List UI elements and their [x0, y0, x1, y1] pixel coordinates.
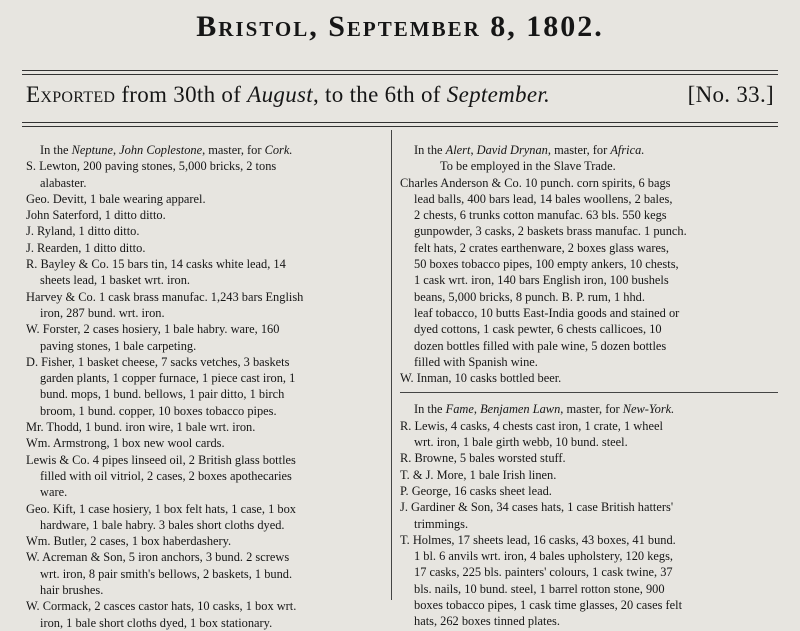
entry-line: bund. mops, 1 bund. bellows, 1 pair ditto, 1 birch	[40, 387, 285, 402]
entry-line: D. Fisher, 1 basket cheese, 7 sacks vetches, 3 baskets	[26, 354, 290, 369]
ship-heading-sep: ,	[473, 402, 481, 417]
entry-line: gunpowder, 3 casks, 2 baskets brass manufac. 1 punch.	[414, 224, 687, 239]
title-rule-double	[22, 74, 778, 75]
entry-line: Geo. Devitt, 1 bale wearing apparel.	[26, 191, 206, 206]
export-period-heading	[26, 82, 774, 108]
column-divider	[391, 130, 392, 600]
entry-line: dozen bottles filled with pale wine, 5 dozen bottles	[414, 338, 667, 353]
entry-line: 2 chests, 6 trunks cotton manufac. 63 bls. 550 kegs	[414, 208, 667, 223]
ship-master: John Coplestone	[119, 143, 203, 157]
entry-line: T. Holmes, 17 sheets lead, 16 casks, 43 boxes, 41 bund.	[400, 532, 676, 547]
entry-line: ware.	[40, 485, 68, 500]
ship-heading-sep: ,	[112, 143, 120, 157]
title-rule	[22, 70, 778, 71]
entry-line: 1 cask wrt. iron, 140 bars English iron, 100 bushels	[414, 273, 669, 288]
entry-line: R. Bayley & Co. 15 bars tin, 14 casks white lead, 14	[26, 257, 286, 272]
entry-line: R. Browne, 5 bales worsted stuff.	[400, 451, 566, 466]
entry-line: 17 casks, 225 bls. painters' colours, 1 cask twine, 37	[414, 565, 673, 580]
fame-entries	[400, 418, 778, 630]
heading-rule-double	[22, 126, 778, 127]
entry-line: broom, 1 bund. copper, 10 boxes tobacco pipes.	[40, 403, 277, 418]
exported-word: Exported	[26, 82, 116, 107]
ship-heading-mid: , master, for	[547, 143, 611, 157]
ship-name: Alert	[445, 143, 471, 157]
entry-line: 1 bl. 6 anvils wrt. iron, 4 bales upholstery, 120 kegs,	[414, 549, 674, 564]
entry-line: hats, 262 boxes tinned plates.	[414, 614, 560, 629]
entry-line: dyed cottons, 1 cask pewter, 6 chests callicoes, 10	[414, 322, 662, 337]
entry-line: bls. nails, 10 bund. steel, 1 barrel rotton stone, 900	[414, 581, 665, 596]
left-entries	[26, 158, 388, 631]
exported-from-text: from 30th of	[115, 82, 248, 107]
alert-entries	[400, 175, 778, 387]
section-divider	[400, 392, 778, 393]
ship-heading-mid: , master, for	[560, 402, 623, 417]
ship-heading-prefix: In the	[40, 143, 72, 157]
slave-trade-note: To be employed in the Slave Trade.	[440, 159, 616, 174]
issue-number: [No. 33.]	[687, 82, 774, 107]
entry-line: Lewis & Co. 4 pipes linseed oil, 2 British glass bottles	[26, 452, 296, 467]
entry-line: Mr. Thodd, 1 bund. iron wire, 1 bale wrt. iron.	[26, 420, 256, 435]
entry-line: Harvey & Co. 1 cask brass manufac. 1,243 bars English	[26, 289, 304, 304]
ship-heading-sep: ,	[470, 143, 477, 157]
right-column	[400, 142, 778, 630]
entry-line: W. Inman, 10 casks bottled beer.	[400, 371, 562, 386]
month-september: September.	[446, 82, 551, 107]
ship-heading-neptune	[26, 142, 388, 158]
exported-to-text: , to the 6th of	[312, 82, 447, 107]
entry-line: P. George, 16 casks sheet lead.	[400, 483, 552, 498]
entry-line: boxes tobacco pipes, 1 cask time glasses, 20 cases felt	[414, 598, 683, 613]
entry-line: J. Gardiner & Son, 34 cases hats, 1 case British hatters'	[400, 500, 674, 515]
entry-line: filled with Spanish wine.	[414, 354, 538, 369]
ship-heading-prefix: In the	[414, 143, 446, 157]
ship-master: Benjamen Lawn	[480, 402, 561, 417]
ship-name: Neptune	[71, 143, 113, 157]
entry-line: Wm. Butler, 2 cases, 1 box haberdashery.	[26, 534, 232, 549]
entry-line: filled with oil vitriol, 2 cases, 2 boxes apothecaries	[40, 468, 292, 483]
entry-line: S. Lewton, 200 paving stones, 5,000 bricks, 2 tons	[26, 159, 277, 174]
entry-line: leaf tobacco, 10 butts East-India goods and stained or	[414, 305, 680, 320]
month-august: August	[247, 82, 313, 107]
entry-line: T. & J. More, 1 bale Irish linen.	[400, 467, 557, 482]
entry-line: beans, 5,000 bricks, 8 punch. B. P. rum, 1 hhd.	[414, 289, 645, 304]
entry-line: garden plants, 1 copper furnace, 1 piece cast iron, 1	[40, 371, 296, 386]
ship-heading-prefix: In the	[414, 402, 446, 417]
entry-line: Charles Anderson & Co. 10 punch. corn spirits, 6 bags	[400, 175, 671, 190]
entry-line: wrt. iron, 1 bale girth webb, 10 bund. steel.	[414, 435, 628, 450]
entry-line: John Saterford, 1 ditto ditto.	[26, 208, 166, 223]
entry-line: trimmings.	[414, 516, 469, 531]
entry-line: J. Rearden, 1 ditto ditto.	[26, 240, 146, 255]
entry-line: alabaster.	[40, 175, 87, 190]
heading-rule	[22, 122, 778, 123]
entry-line: W. Acreman & Son, 5 iron anchors, 3 bund. 2 screws	[26, 550, 290, 565]
entry-line: lead balls, 400 bars lead, 14 bales woollens, 2 bales,	[414, 191, 673, 206]
entry-line: paving stones, 1 bale carpeting.	[40, 338, 197, 353]
entry-line: felt hats, 2 crates earthenware, 2 boxes glass wares,	[414, 240, 669, 255]
entry-line: 50 boxes tobacco pipes, 100 empty ankers, 10 chests,	[414, 257, 679, 272]
entry-line: W. Cormack, 2 casces castor hats, 10 casks, 1 box wrt.	[26, 599, 297, 614]
entry-line: hair brushes.	[40, 583, 104, 598]
ship-destination: Cork.	[264, 143, 293, 157]
entry-line: iron, 287 bund. wrt. iron.	[40, 305, 165, 320]
ship-heading-fame	[400, 401, 778, 417]
ship-destination: Africa.	[610, 143, 645, 157]
entry-line: sheets lead, 1 basket wrt. iron.	[40, 273, 191, 288]
entry-line: iron, 1 bale short cloths dyed, 1 box stationary.	[40, 615, 273, 630]
ship-heading-mid: , master, for	[202, 143, 265, 157]
ship-master: David Drynan	[476, 143, 548, 157]
entry-line: R. Lewis, 4 casks, 4 chests cast iron, 1 crate, 1 wheel	[400, 418, 663, 433]
entry-line: J. Ryland, 1 ditto ditto.	[26, 224, 140, 239]
ship-heading-alert	[400, 142, 778, 158]
page-title: Bristol, September 8, 1802.	[196, 10, 604, 43]
entry-line: hardware, 1 bale habry. 3 bales short cloths dyed.	[40, 517, 285, 532]
ship-name: Fame	[445, 402, 474, 417]
ship-destination: New-York.	[622, 402, 675, 417]
left-column	[26, 142, 388, 631]
entry-line: W. Forster, 2 cases hosiery, 1 bale habry. ware, 160	[26, 322, 280, 337]
entry-line: Geo. Kift, 1 case hosiery, 1 box felt hats, 1 case, 1 box	[26, 501, 296, 516]
entry-line: wrt. iron, 8 pair smith's bellows, 2 baskets, 1 bund.	[40, 566, 293, 581]
entry-line: Wm. Armstrong, 1 box new wool cards.	[26, 436, 225, 451]
